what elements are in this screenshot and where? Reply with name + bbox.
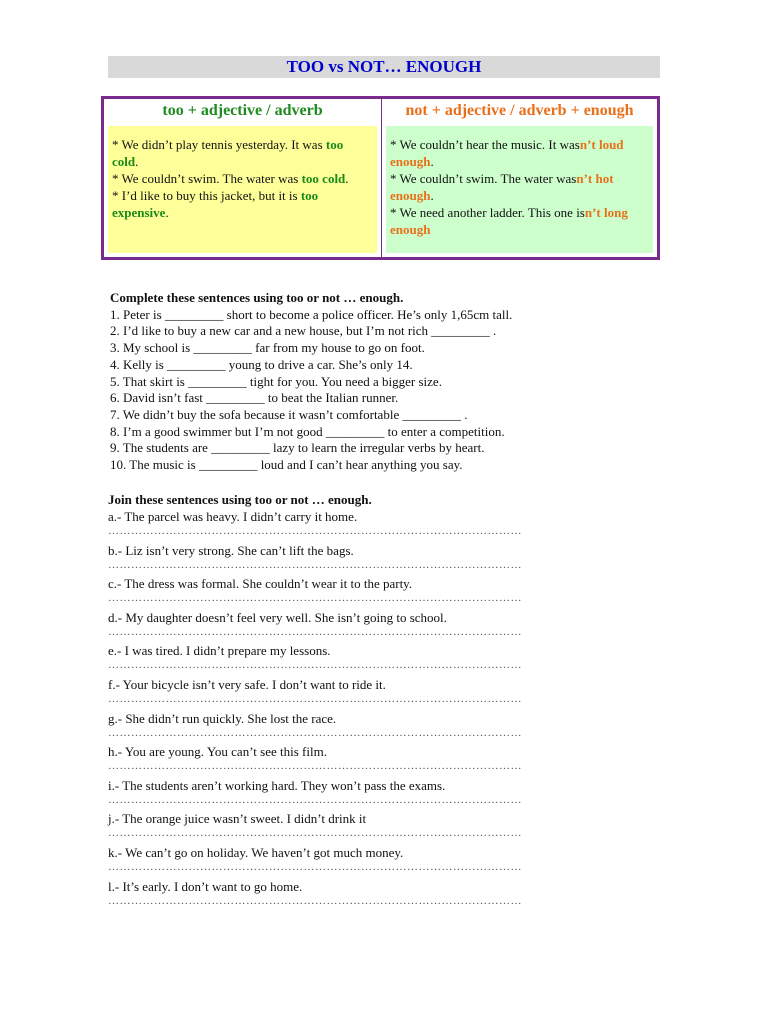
list-item: 9. The students are _________ lazy to learn the irregular verbs by heart. <box>110 440 485 456</box>
not-enough-examples <box>386 126 653 253</box>
list-item: d.- My daughter doesn’t feel very well. She isn’t going to school. ……………………………………………………………………………………………… <box>108 609 628 643</box>
list-item: h.- You are young. You can’t see this film. ……………………………………………………………………………………………… <box>108 743 628 777</box>
answer-line: ……………………………………………………………………………………………… <box>108 827 522 840</box>
example-line: * I’d like to buy this jacket, but it is too expensive. <box>112 188 319 220</box>
list-item: 7. We didn’t buy the sofa because it wasn’t comfortable _________ . <box>110 406 468 422</box>
answer-line: ……………………………………………………………………………………………… <box>108 525 522 537</box>
answer-line: ……………………………………………………………………………………………… <box>108 726 522 739</box>
list-item: i.- The students aren’t working hard. They won’t pass the exams. ……………………………………………………………………………………………… <box>108 777 628 811</box>
exercise1-heading: Complete these sentences using too or not … enough. <box>110 290 404 305</box>
grammar-rules-table <box>101 96 660 260</box>
list-item: b.- Liz isn’t very strong. She can’t lift the bags. ……………………………………………………………………………………………… <box>108 542 628 576</box>
answer-line: ……………………………………………………………………………………………… <box>108 894 522 907</box>
list-item: f.- Your bicycle isn’t very safe. I don’t want to ride it. ……………………………………………………………………………………………… <box>108 676 628 710</box>
answer-line: ……………………………………………………………………………………………… <box>108 592 522 605</box>
example-line: * We couldn’t swim. The water was too cold. <box>112 171 349 186</box>
answer-line: ……………………………………………………………………………………………… <box>108 625 522 638</box>
list-item: 1. Peter is _________ short to become a police officer. He’s only 1,65cm tall. <box>110 306 513 322</box>
list-item: 2. I’d like to buy a new car and a new house, but I’m not rich _________ . <box>110 323 497 339</box>
page-title: TOO vs NOT… ENOUGH <box>108 56 660 78</box>
list-item: l.- It’s early. I don’t want to go home. ……………………………………………………………………………………………… <box>108 878 628 912</box>
list-item: 5. That skirt is _________ tight for you. You need a bigger size. <box>110 373 442 389</box>
list-item: 4. Kelly is _________ young to drive a car. She’s only 14. <box>110 356 413 372</box>
list-item: e.- I was tired. I didn’t prepare my lessons. ……………………………………………………………………………………………… <box>108 642 628 676</box>
answer-line: ……………………………………………………………………………………………… <box>108 558 522 571</box>
too-column-heading: too + adjective / adverb <box>162 102 323 119</box>
exercise-join-sentences <box>108 492 628 911</box>
answer-line: ……………………………………………………………………………………………… <box>108 860 522 873</box>
exercise1-list <box>110 307 630 474</box>
answer-line: ……………………………………………………………………………………………… <box>108 692 522 705</box>
list-item: 10. The music is _________ loud and I can’t hear anything you say. <box>110 457 463 473</box>
list-item: a.- The parcel was heavy. I didn’t carry it home. ……………………………………………………………………………………………… <box>108 508 628 542</box>
list-item: j.- The orange juice wasn’t sweet. I didn’t drink it ……………………………………………………………………………………………… <box>108 810 628 844</box>
example-line: * We couldn’t hear the music. It wasn’t loud enough. <box>390 137 624 169</box>
example-line: * We couldn’t swim. The water wasn’t hot enough. <box>390 171 614 203</box>
example-line: * We need another ladder. This one isn’t long enough <box>390 205 628 237</box>
answer-line: ……………………………………………………………………………………………… <box>108 793 522 806</box>
list-item: 6. David isn’t fast _________ to beat the Italian runner. <box>110 390 399 406</box>
list-item: 8. I’m a good swimmer but I’m not good _________ to enter a competition. <box>110 423 505 439</box>
not-enough-column <box>382 99 657 257</box>
too-examples <box>108 126 377 253</box>
exercise-complete-sentences <box>110 290 630 474</box>
answer-line: ……………………………………………………………………………………………… <box>108 659 522 672</box>
exercise2-heading: Join these sentences using too or not … enough. <box>108 492 372 507</box>
answer-line: ……………………………………………………………………………………………… <box>108 760 522 773</box>
not-enough-column-heading: not + adjective / adverb + enough <box>405 102 634 119</box>
list-item: c.- The dress was formal. She couldn’t wear it to the party. ……………………………………………………………………………………………… <box>108 575 628 609</box>
list-item: g.- She didn’t run quickly. She lost the race. ……………………………………………………………………………………………… <box>108 710 628 744</box>
too-column <box>104 99 382 257</box>
list-item: k.- We can’t go on holiday. We haven’t got much money. ……………………………………………………………………………………………… <box>108 844 628 878</box>
list-item: 3. My school is _________ far from my house to go on foot. <box>110 340 425 356</box>
example-line: * We didn’t play tennis yesterday. It was too cold. <box>112 137 344 169</box>
